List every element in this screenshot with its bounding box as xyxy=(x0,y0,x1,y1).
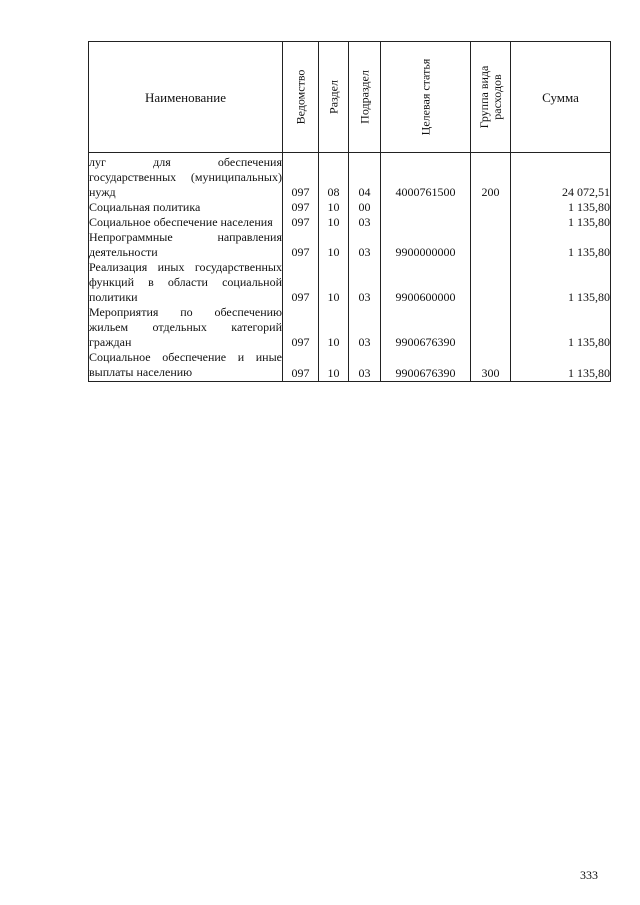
row-razdel: 10 xyxy=(319,305,349,350)
row-name: Социальное обеспечение и иные выплаты населению xyxy=(89,350,283,382)
row-razdel: 10 xyxy=(319,230,349,260)
row-target xyxy=(381,215,471,230)
header-vedomstvo-text: Ведомство xyxy=(293,69,307,125)
row-vedomstvo: 097 xyxy=(283,215,319,230)
row-razdel: 10 xyxy=(319,350,349,382)
row-sum: 1 135,80 xyxy=(511,350,611,382)
row-sum: 1 135,80 xyxy=(511,215,611,230)
row-target: 9900676390 xyxy=(381,305,471,350)
row-target: 9900600000 xyxy=(381,260,471,305)
header-target-text: Целевая статья xyxy=(418,58,432,136)
page-number: 333 xyxy=(580,868,598,882)
row-group: 300 xyxy=(471,350,511,382)
row-podrazdel: 03 xyxy=(349,305,381,350)
row-vedomstvo: 097 xyxy=(283,200,319,215)
row-razdel: 10 xyxy=(319,215,349,230)
header-row xyxy=(89,42,611,153)
header-group-text xyxy=(478,66,504,129)
table-row xyxy=(89,230,611,260)
row-sum: 24 072,51 xyxy=(511,153,611,201)
row-group xyxy=(471,305,511,350)
row-name: луг для обеспечения государственных (муниципальных) нужд xyxy=(89,153,283,201)
row-vedomstvo: 097 xyxy=(283,305,319,350)
row-razdel: 08 xyxy=(319,153,349,201)
table-row xyxy=(89,153,611,201)
row-podrazdel: 03 xyxy=(349,215,381,230)
table-header xyxy=(89,42,611,153)
table-body xyxy=(89,153,611,382)
row-vedomstvo: 097 xyxy=(283,153,319,201)
header-vedomstvo xyxy=(283,42,319,153)
row-group: 200 xyxy=(471,153,511,201)
row-podrazdel: 04 xyxy=(349,153,381,201)
row-razdel: 10 xyxy=(319,200,349,215)
header-name: Наименование xyxy=(89,42,283,153)
header-group-line2: расходов xyxy=(489,74,504,120)
row-name: Непрограммные направления деятельности xyxy=(89,230,282,259)
row-sum: 1 135,80 xyxy=(511,200,611,215)
row-sum: 1 135,80 xyxy=(511,305,611,350)
row-target: 9900676390 xyxy=(381,350,471,382)
row-group xyxy=(471,230,511,260)
row-sum: 1 135,80 xyxy=(511,230,611,260)
row-target: 4000761500 xyxy=(381,153,471,201)
row-podrazdel: 03 xyxy=(349,260,381,305)
header-razdel xyxy=(319,42,349,153)
budget-table xyxy=(88,41,611,382)
row-sum: 1 135,80 xyxy=(511,260,611,305)
table-row xyxy=(89,350,611,382)
row-razdel: 10 xyxy=(319,260,349,305)
header-podrazdel-text: Подраздел xyxy=(357,70,371,124)
header-podrazdel xyxy=(349,42,381,153)
table-row xyxy=(89,305,611,350)
header-group xyxy=(471,42,511,153)
table-row xyxy=(89,215,611,230)
row-group xyxy=(471,200,511,215)
row-podrazdel: 03 xyxy=(349,350,381,382)
header-group-line1: Группа вида xyxy=(476,65,491,129)
row-vedomstvo: 097 xyxy=(283,260,319,305)
row-vedomstvo: 097 xyxy=(283,230,319,260)
table-row xyxy=(89,200,611,215)
row-name: Социальное обеспечение населения xyxy=(89,215,283,230)
row-name: Мероприятия по обеспечению жильем отдельных категорий граждан xyxy=(89,305,282,349)
table-row xyxy=(89,260,611,305)
row-name: Реализация иных государственных функций в области социальной политики xyxy=(89,260,282,304)
header-sum: Сумма xyxy=(511,42,611,153)
row-podrazdel: 00 xyxy=(349,200,381,215)
header-target xyxy=(381,42,471,153)
row-group xyxy=(471,260,511,305)
row-name: Социальная политика xyxy=(89,200,283,215)
header-razdel-text: Раздел xyxy=(326,80,340,114)
row-target xyxy=(381,200,471,215)
row-target: 9900000000 xyxy=(381,230,471,260)
row-vedomstvo: 097 xyxy=(283,350,319,382)
row-podrazdel: 03 xyxy=(349,230,381,260)
row-group xyxy=(471,215,511,230)
